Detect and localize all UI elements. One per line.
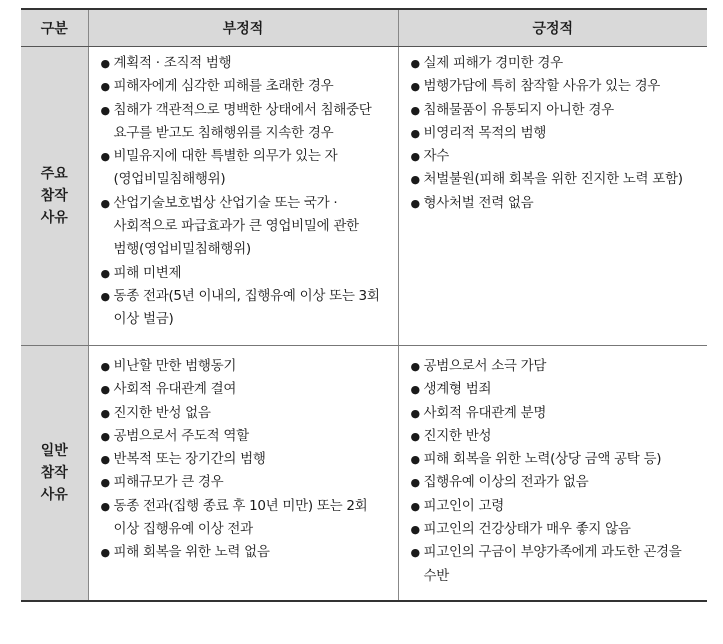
negative-list xyxy=(89,346,398,565)
list-item-text: 침해물품이 유통되지 아니한 경우 xyxy=(423,101,614,118)
bullet-icon: ● xyxy=(410,360,420,373)
negative-cell xyxy=(88,346,398,602)
bullet-icon: ● xyxy=(410,406,420,420)
list-item xyxy=(101,145,388,192)
list-item-text: 사회적 유대관계 분명 xyxy=(423,404,547,421)
list-item xyxy=(101,541,388,564)
bullet-icon: ● xyxy=(410,453,420,467)
list-item-text: 반복적 또는 장기간의 범행 xyxy=(113,451,266,468)
list-item-text: 산업기술보호법상 산업기술 또는 국가 · 사회적으로 파급효과가 큰 영업비밀에 관한 범행(영업비밀침해행위) xyxy=(113,194,359,258)
list-item-text: 피해규모가 큰 경우 xyxy=(113,474,224,491)
bullet-icon: ● xyxy=(100,196,110,210)
category-label-line: 일반 xyxy=(40,443,68,459)
list-item-text: 실제 피해가 경미한 경우 xyxy=(423,55,563,71)
header-positive: 긍정적 xyxy=(398,9,707,47)
bullet-icon: ● xyxy=(410,476,420,490)
list-item xyxy=(101,471,388,494)
bullet-icon: ● xyxy=(410,80,420,94)
positive-cell xyxy=(398,346,707,602)
list-item-text: 처벌불원(피해 회복을 위한 진지한 노력 포함) xyxy=(423,171,683,188)
bullet-icon: ● xyxy=(410,383,420,397)
positive-list xyxy=(399,346,708,588)
list-item-text: 피해자에게 심각한 피해를 초래한 경우 xyxy=(113,78,334,95)
list-item-text: 비밀유지에 대한 특별한 의무가 있는 자(영업비밀침해행위) xyxy=(113,148,338,188)
positive-cell xyxy=(398,47,707,346)
list-item-text: 집행유예 이상의 전과가 없음 xyxy=(423,474,589,491)
category-label-line: 참작 xyxy=(40,188,68,204)
list-item-text: 자수 xyxy=(423,148,449,165)
bullet-icon: ● xyxy=(100,383,110,397)
list-item-text: 진지한 반성 xyxy=(423,427,492,444)
list-item xyxy=(101,285,388,332)
list-item-text: 공범으로서 주도적 역할 xyxy=(113,427,249,444)
list-item xyxy=(101,75,388,98)
bullet-icon: ● xyxy=(100,429,110,443)
bullet-icon: ● xyxy=(410,126,420,140)
bullet-icon: ● xyxy=(100,476,110,490)
list-item xyxy=(101,99,388,146)
list-item-text: 생계형 범죄 xyxy=(423,381,492,398)
factors-table-container xyxy=(21,8,707,602)
list-item-text: 피고인의 건강상태가 매우 좋지 않음 xyxy=(423,521,631,538)
list-item-text: 범행가담에 특히 참작할 사유가 있는 경우 xyxy=(423,78,661,95)
list-item xyxy=(411,122,698,145)
list-item xyxy=(101,355,388,378)
list-item-text: 진지한 반성 없음 xyxy=(113,404,211,421)
bullet-icon: ● xyxy=(410,196,420,210)
list-item xyxy=(101,378,388,401)
bullet-icon: ● xyxy=(410,150,420,164)
list-item xyxy=(101,425,388,448)
bullet-icon: ● xyxy=(100,453,110,467)
list-item-text: 동종 전과(5년 이내의, 집행유예 이상 또는 3회 이상 벌금) xyxy=(113,287,380,328)
list-item xyxy=(411,425,698,448)
bullet-icon: ● xyxy=(100,103,110,117)
category-cell xyxy=(21,47,88,346)
header-row xyxy=(21,9,707,47)
list-item-text: 피해 회복을 위한 노력 없음 xyxy=(113,544,270,561)
list-item-text: 피고인이 고령 xyxy=(423,497,504,514)
bullet-icon: ● xyxy=(100,150,110,164)
bullet-icon: ● xyxy=(100,546,110,560)
list-item xyxy=(101,402,388,425)
list-item xyxy=(101,262,388,285)
list-item xyxy=(411,518,698,541)
list-item-text: 비난할 만한 범행동기 xyxy=(113,358,237,374)
list-item-text: 공범으로서 소극 가담 xyxy=(423,358,547,374)
bullet-icon: ● xyxy=(100,360,110,373)
list-item-text: 비영리적 목적의 범행 xyxy=(423,124,547,141)
category-label-line: 참작 xyxy=(40,465,68,481)
header-negative: 부정적 xyxy=(88,9,398,47)
bullet-icon: ● xyxy=(410,103,420,117)
list-item xyxy=(411,471,698,494)
bullet-icon: ● xyxy=(410,429,420,443)
list-item xyxy=(411,448,698,471)
category-label-line: 사유 xyxy=(40,210,68,226)
list-item-text: 피해 회복을 위한 노력(상당 금액 공탁 등) xyxy=(423,451,662,468)
list-item xyxy=(411,168,698,191)
sentencing-factors-table xyxy=(21,8,707,602)
bullet-icon: ● xyxy=(100,289,110,303)
positive-list xyxy=(399,47,708,215)
list-item-text: 피해 미변제 xyxy=(113,264,182,281)
list-item-text: 계획적 · 조직적 범행 xyxy=(113,55,232,71)
list-item xyxy=(411,52,698,75)
list-item-text: 침해가 객관적으로 명백한 상태에서 침해중단 요구를 받고도 침해행위를 지속한 경우 xyxy=(113,101,372,141)
list-item xyxy=(411,145,698,168)
negative-cell xyxy=(88,47,398,346)
category-label-line: 사유 xyxy=(40,487,68,503)
bullet-icon: ● xyxy=(410,546,420,560)
list-item-text: 동종 전과(집행 종료 후 10년 미만) 또는 2회 이상 집행유예 이상 전과 xyxy=(113,497,368,538)
list-item xyxy=(411,355,698,378)
list-item-text: 피고인의 구금이 부양가족에게 과도한 곤경을 수반 xyxy=(423,544,682,584)
negative-list xyxy=(89,47,398,332)
list-item xyxy=(411,75,698,98)
list-item xyxy=(411,402,698,425)
list-item xyxy=(101,52,388,75)
bullet-icon: ● xyxy=(410,499,420,513)
category-cell xyxy=(21,346,88,602)
bullet-icon: ● xyxy=(410,523,420,537)
bullet-icon: ● xyxy=(100,57,110,70)
list-item xyxy=(101,495,388,542)
list-item-text: 형사처벌 전력 없음 xyxy=(423,194,534,211)
bullet-icon: ● xyxy=(410,173,420,187)
bullet-icon: ● xyxy=(100,499,110,513)
category-label-line: 주요 xyxy=(40,166,68,182)
list-item xyxy=(411,99,698,122)
list-item xyxy=(411,192,698,215)
list-item xyxy=(411,495,698,518)
header-category: 구분 xyxy=(21,9,88,47)
table-row-general xyxy=(21,346,707,602)
list-item xyxy=(411,541,698,588)
bullet-icon: ● xyxy=(100,406,110,420)
table-row-major xyxy=(21,47,707,346)
list-item xyxy=(101,192,388,262)
list-item xyxy=(411,378,698,401)
list-item-text: 사회적 유대관계 결여 xyxy=(113,381,237,398)
list-item xyxy=(101,448,388,471)
bullet-icon: ● xyxy=(410,57,420,70)
bullet-icon: ● xyxy=(100,266,110,280)
bullet-icon: ● xyxy=(100,80,110,94)
